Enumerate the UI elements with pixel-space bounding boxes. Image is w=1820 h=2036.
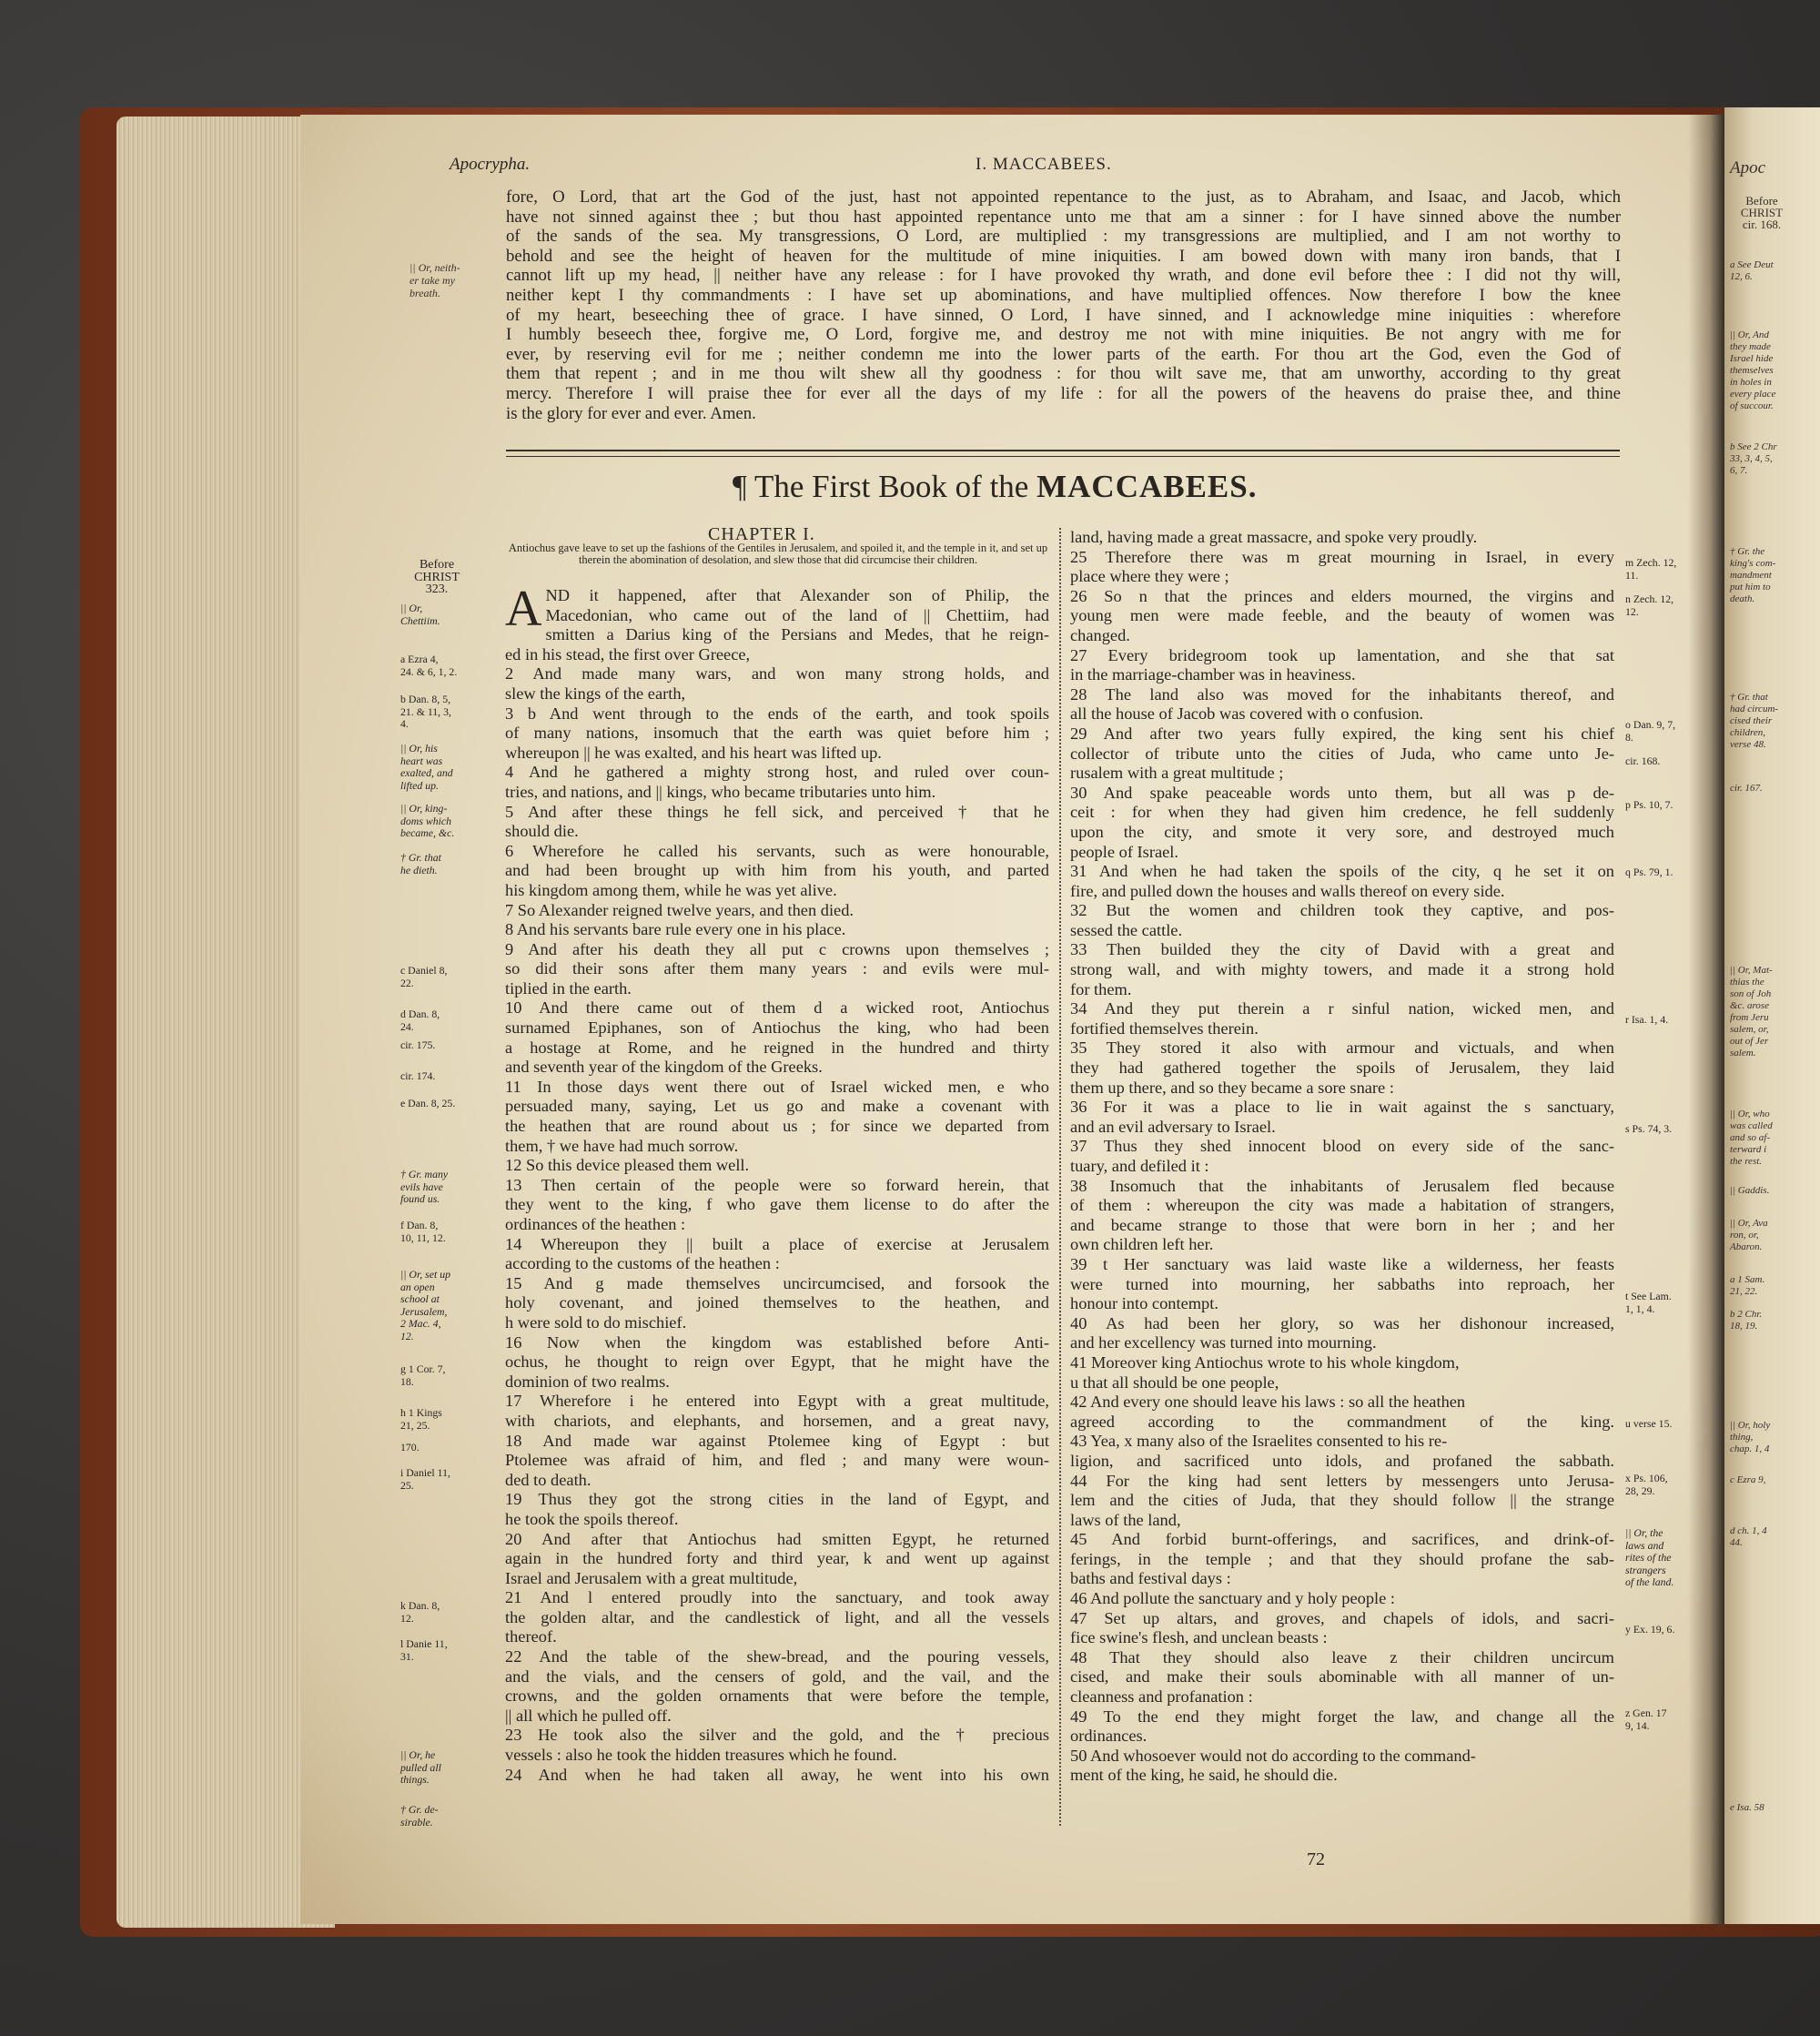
text-line: 39 t Her sanctuary was laid waste like a wilderness, her feasts <box>1070 1254 1614 1273</box>
text-line: collector of tribute unto the cities of Juda, who came unto Je- <box>1070 744 1614 763</box>
text-line: fore, O Lord, that art the God of the just, hast not appointed repentance to the just, as to Abraham, and Isaac, and Jacob, which <box>506 187 1621 207</box>
text-line: and the vials, and the censers of gold, and the vail, and the <box>505 1666 1049 1686</box>
margin-note: cir. 168. <box>1625 755 1661 767</box>
margin-note: d Dan. 8, 24. <box>400 1008 440 1033</box>
text-line: 46 And pollute the sanctuary and y holy people : <box>1070 1589 1396 1608</box>
text-line: ment of the king, he said, he should die. <box>1070 1766 1338 1785</box>
text-line: should die. <box>505 822 579 841</box>
right-page-margin-note: b 2 Chr. 18, 19. <box>1730 1309 1763 1332</box>
text-line: ferings, in the temple ; and that they should profane the sab- <box>1070 1549 1614 1568</box>
running-head-left: Apocrypha. <box>450 155 531 174</box>
running-head-title: I. MACCABEES. <box>976 155 1112 174</box>
text-line: 48 That they should also leave z their children uncircum <box>1070 1647 1614 1666</box>
pilcrow-mark: ¶ <box>733 469 747 504</box>
text-line: ceit : for when they had given him credence, he fell suddenly <box>1070 803 1614 822</box>
text-line: ligion, and sacrificed unto idols, and profaned the sabbath. <box>1070 1451 1614 1470</box>
chapter-summary: Antiochus gave leave to set up the fashions of the Gentiles in Jerusalem, and spoiled it, and the temple in it, and set up therein the abomination of desolation, and slew those that did circumcise their children. <box>508 542 1048 567</box>
text-line: them up there, and so they became a sore snare : <box>1070 1078 1394 1097</box>
text-line: 6 Wherefore he called his servants, such as were honourable, <box>505 841 1049 860</box>
text-line: ordinances of the heathen : <box>505 1215 686 1233</box>
page-number: 72 <box>1307 1849 1325 1869</box>
right-page-margin-note: || Or, And they made Israel hide themselves in holes in every place of succour. <box>1730 329 1776 411</box>
margin-note: || Or, the laws and rites of the strangers of the land. <box>1625 1526 1674 1589</box>
margin-note: cir. 174. <box>400 1069 436 1082</box>
text-line: them that repent ; and in me thou wilt shew all thy goodness : for thou wilt save me, that am unworthy, according to thy great <box>506 364 1621 384</box>
margin-note: o Dan. 9, 7, 8. <box>1625 718 1676 744</box>
text-line: the heathen that are round about us ; for since we departed from <box>505 1117 1049 1136</box>
text-line: 4 And he gathered a mighty strong host, and ruled over coun- <box>505 763 1049 782</box>
text-line: 27 Every bridegroom took up lamentation, and she that sat <box>1070 645 1614 664</box>
right-page-era: Before CHRIST cir. 168. <box>1740 194 1784 231</box>
text-line: people of Israel. <box>1070 842 1178 861</box>
right-page-running-head: Apoc <box>1730 158 1766 177</box>
text-line: 26 So n that the princes and elders mourned, the virgins and <box>1070 586 1614 605</box>
text-line: 25 Therefore there was m great mourning in Israel, in every <box>1070 547 1614 566</box>
text-line: ed in his stead, the first over Greece, <box>505 644 751 663</box>
margin-note: h 1 Kings 21, 25. <box>400 1406 442 1432</box>
text-line: strong wall, and with mighty towers, and made it a strong hold <box>1070 960 1614 979</box>
margin-note: q Ps. 79, 1. <box>1625 866 1673 878</box>
text-line: cised, and make their souls abominable with all manner of un- <box>1070 1667 1614 1687</box>
text-line: so did their sons after them many years : and evils were mul- <box>505 959 1049 978</box>
right-page-margin-note: c Ezra 9, <box>1730 1474 1766 1485</box>
right-page-margin-note: a 1 Sam. 21, 22. <box>1730 1274 1765 1297</box>
text-line: Macedonian, who came out of the land of || Chettiim, had <box>545 605 1049 624</box>
text-line: and an evil adversary to Israel. <box>1070 1117 1276 1136</box>
text-line: Israel and Jerusalem with a great multitude, <box>505 1568 798 1587</box>
margin-note: cir. 175. <box>400 1038 436 1051</box>
text-line: tiplied in the earth. <box>505 978 632 998</box>
margin-note: || Or, king- doms which became, &c. <box>400 802 455 840</box>
text-line: slew the kings of the earth, <box>505 684 686 703</box>
text-line: again in the hundred forty and third year, k and went up against <box>505 1549 1049 1568</box>
text-line: 17 Wherefore i he entered into Egypt with a great multitude, <box>505 1392 1049 1411</box>
text-line: smitten a Darius king of the Persians and Medes, that he reign- <box>545 625 1049 644</box>
text-line: 34 And they put therein a r sinful nation, wicked men, and <box>1070 999 1614 1018</box>
text-line: the golden altar, and the candlestick of light, and all the vessels <box>505 1607 1049 1626</box>
text-line: 35 They stored it also with armour and victuals, and when <box>1070 1038 1614 1058</box>
text-line: and seventh year of the kingdom of the Greeks. <box>505 1058 823 1077</box>
text-line: 9 And after his death they all put c crowns upon themselves ; <box>505 939 1049 958</box>
text-line: thereof. <box>505 1627 557 1646</box>
prayer-of-manasses-ending <box>506 187 1621 423</box>
text-line: fire, and pulled down the houses and walls thereof on every side. <box>1070 881 1505 900</box>
text-line: upon the city, and smote it very sore, and destroyed much <box>1070 822 1614 841</box>
text-line: ever, by reserving evil for me ; neither condemn me into the lower parts of the earth. For thou art the God, even the God of <box>506 344 1621 364</box>
text-line: 18 And made war against Ptolemee king of Egypt : but <box>505 1431 1049 1450</box>
text-line: with chariots, and elephants, and horsemen, and a great navy, <box>505 1411 1049 1430</box>
margin-note: t See Lam. 1, 1, 4. <box>1625 1290 1672 1315</box>
margin-note: || Or, he pulled all things. <box>400 1748 441 1787</box>
margin-note: y Ex. 19, 6. <box>1625 1623 1675 1636</box>
text-line: 29 And after two years fully expired, the king sent his chief <box>1070 724 1614 743</box>
margin-note: g 1 Cor. 7, 18. <box>400 1362 446 1388</box>
text-line: 50 And whosoever would not do according to the command- <box>1070 1746 1476 1765</box>
right-page-margin-note: cir. 167. <box>1730 783 1763 794</box>
text-line: were turned into mourning, her sabbaths into reproach, her <box>1070 1274 1614 1293</box>
text-line: according to the customs of the heathen : <box>505 1254 780 1273</box>
margin-note: r Isa. 1, 4. <box>1625 1013 1669 1026</box>
right-page-margin-note: e Isa. 58 <box>1730 1802 1764 1813</box>
margin-note: x Ps. 106, 28, 29. <box>1625 1472 1668 1497</box>
text-line: young men were made feeble, and the beauty of women was <box>1070 606 1614 625</box>
text-line: 36 For it was a place to lie in wait against the s sanctuary, <box>1070 1098 1614 1117</box>
text-line: 47 Set up altars, and groves, and chapels of idols, and sacri- <box>1070 1608 1614 1627</box>
text-line: laws of the land, <box>1070 1510 1181 1529</box>
text-line: 49 To the end they might forget the law, and change all the <box>1070 1707 1614 1726</box>
text-line: in the marriage-chamber was in heaviness. <box>1070 665 1356 684</box>
right-page-margin-note: † Gr. the king's com- mandment put him to death. <box>1730 546 1776 604</box>
margin-note: k Dan. 8, 12. <box>400 1599 440 1625</box>
right-page-margin-note: || Or, who was called and so af- terward i the rest. <box>1730 1109 1773 1167</box>
text-line: h were sold to do mischief. <box>505 1312 687 1332</box>
text-line: all the house of Jacob was covered with o confusion. <box>1070 704 1424 724</box>
text-line: 2 And made many wars, and won many strong holds, and <box>505 664 1049 684</box>
margin-note: z Gen. 17 9, 14. <box>1625 1707 1667 1732</box>
text-line: changed. <box>1070 625 1130 644</box>
text-line: whereupon || he was exalted, and his heart was lifted up. <box>505 743 882 762</box>
text-line: fice swine's flesh, and unclean beasts : <box>1070 1628 1328 1647</box>
text-line: holy covenant, and joined themselves to the heathen, and <box>505 1293 1049 1312</box>
text-line: for them. <box>1070 979 1132 998</box>
text-line: neither kept I thy commandments : I have set up abominations, and have multiplied offences. Now therefore I bow the knee <box>506 285 1621 305</box>
margin-note-prayer: || Or, neith- er take my breath. <box>410 261 460 299</box>
text-line: 22 And the table of the shew-bread, and the pouring vessels, <box>505 1647 1049 1666</box>
text-line: 37 Thus they shed innocent blood on every side of the sanc- <box>1070 1137 1614 1156</box>
margin-note: n Zech. 12, 12. <box>1625 593 1674 618</box>
chapter-heading: CHAPTER I. <box>708 524 815 544</box>
text-line: u that all should be one people, <box>1070 1373 1279 1392</box>
margin-note: † Gr. that he dieth. <box>400 851 441 876</box>
text-line: 44 For the king had sent letters by messengers unto Jerusa- <box>1070 1471 1614 1490</box>
text-line: cleanness and profanation : <box>1070 1687 1253 1707</box>
drop-cap: A <box>505 581 542 637</box>
text-line: || all which he pulled off. <box>505 1706 672 1725</box>
text-line: own children left her. <box>1070 1235 1214 1254</box>
text-line: 3 b And went through to the ends of the earth, and took spoils <box>505 704 1049 723</box>
text-line: tries, and nations, and || kings, who became tributaries unto him. <box>505 782 936 801</box>
text-line: surnamed Epiphanes, son of Antiochus the king, who had been <box>505 1018 1049 1038</box>
text-line: is the glory for ever and ever. Amen. <box>506 403 756 423</box>
book-title <box>733 469 1258 505</box>
text-line: 12 So this device pleased them well. <box>505 1156 750 1175</box>
text-line: ordinances. <box>1070 1727 1148 1746</box>
text-line: his kingdom among them, while he was yet alive. <box>505 880 837 899</box>
text-line: they went to the king, f who gave them license to do after the <box>505 1195 1049 1214</box>
margin-note: s Ps. 74, 3. <box>1625 1122 1673 1135</box>
margin-note: i Daniel 11, 25. <box>400 1466 450 1492</box>
text-line: 16 Now when the kingdom was established before Anti- <box>505 1332 1049 1352</box>
text-line: ND it happened, after that Alexander son of Philip, the <box>545 586 1049 604</box>
margin-note: c Daniel 8, 22. <box>400 964 448 989</box>
right-page-margin-note: || Gaddis. <box>1730 1185 1770 1196</box>
text-line: 21 And l entered proudly into the sanctuary, and took away <box>505 1588 1049 1607</box>
margin-note: l Danie 11, 31. <box>400 1637 448 1663</box>
text-line: baths and festival days : <box>1070 1569 1231 1588</box>
right-page-margin-note: || Or, Mat- thias the son of Joh &c. arose from Jeru salem, or, out of Jer salem. <box>1730 965 1773 1059</box>
text-line: have not sinned against thee ; but thou hast appointed repentance unto me that am a sinner : for I have sinned above the number <box>506 207 1621 227</box>
margin-note: || Or, his heart was exalted, and lifted up. <box>400 742 453 792</box>
text-line: vessels : also he took the hidden treasures which he found. <box>505 1746 897 1765</box>
text-line: honour into contempt. <box>1070 1294 1218 1313</box>
text-line: they had gathered together the spoils of Jerusalem, they laid <box>1070 1059 1614 1078</box>
text-line: ochus, he thought to reign over Egypt, that he might have the <box>505 1352 1049 1372</box>
text-line: crowns, and the golden ornaments that were before the temple, <box>505 1687 1049 1706</box>
right-page-margin-note: || Or, holy thing, chap. 1, 4 <box>1730 1420 1771 1454</box>
section-rule-top <box>506 450 1620 451</box>
text-line: 20 And after that Antiochus had smitten Egypt, he returned <box>505 1529 1049 1548</box>
text-line: them, † we have had much sorrow. <box>505 1136 739 1155</box>
right-page-margin-note: || Or, Ava ron, or, Abaron. <box>1730 1218 1768 1252</box>
text-line: 19 Thus they got the strong cities in the land of Egypt, and <box>505 1490 1049 1509</box>
text-line: a hostage at Rome, and he reigned in the hundred and thirty <box>505 1038 1049 1057</box>
text-line: of the sands of the sea. My transgressions, O Lord, are multiplied : my transgressions are multiplied, and I am not worthy to <box>506 227 1621 247</box>
text-line: mercy. Therefore I will praise thee for ever all the days of my life : for all the powers of the heavens do praise thee, and thine <box>506 383 1621 403</box>
book-title-prefix: The First Book of the <box>753 469 1029 504</box>
right-page-margin-note: † Gr. that had circum- cised their children, verse 48. <box>1730 692 1779 750</box>
left-column <box>505 581 1049 1785</box>
margin-note: || Or, Chettiim. <box>400 602 440 627</box>
margin-note: b Dan. 8, 5, 21. & 11, 3, 4. <box>400 693 451 731</box>
margin-note: e Dan. 8, 25. <box>400 1097 456 1109</box>
text-line: 33 Then builded they the city of David with a great and <box>1070 940 1614 959</box>
margin-note: † Gr. many evils have found us. <box>400 1168 449 1206</box>
text-line: 32 But the women and children took they captive, and pos- <box>1070 901 1614 920</box>
text-line: ded to death. <box>505 1470 592 1489</box>
text-line: land, having made a great massacre, and spoke very proudly. <box>1070 528 1478 546</box>
text-line: 45 And forbid burnt-offerings, and sacrifices, and drink-of- <box>1070 1530 1614 1549</box>
right-page-edge <box>1724 107 1820 1924</box>
text-line: 14 Whereupon they || built a place of exercise at Jerusalem <box>505 1234 1049 1253</box>
text-line: 41 Moreover king Antiochus wrote to his whole kingdom, <box>1070 1352 1460 1372</box>
right-page-margin-note: b See 2 Chr 33, 3, 4, 5, 6, 7. <box>1730 441 1777 476</box>
text-line: tuary, and defiled it : <box>1070 1157 1209 1175</box>
text-line: and had been brought up with him from his youth, and parted <box>505 861 1049 880</box>
text-line: of many nations, insomuch that the earth was quiet before him ; <box>505 724 1049 743</box>
text-line: 5 And after these things he fell sick, and perceived † that he <box>505 802 1049 821</box>
text-line: cannot lift up my head, || neither have any release : for I have provoked thy wrath, and done evil before thee : I did not thy will, <box>506 266 1621 286</box>
text-line: 30 And spake peaceable words unto them, but all was p de- <box>1070 783 1614 802</box>
right-column <box>1070 528 1614 1786</box>
section-rule-bottom <box>506 456 1620 457</box>
text-line: of them : whereupon the city was made a habitation of strangers, <box>1070 1196 1614 1215</box>
margin-note: † Gr. de- sirable. <box>400 1803 439 1828</box>
text-line: place where they were ; <box>1070 567 1229 586</box>
text-line: 7 So Alexander reigned twelve years, and then died. <box>505 900 854 919</box>
text-line: 31 And when he had taken the spoils of the city, q he set it on <box>1070 862 1614 881</box>
text-line: I humbly beseech thee, forgive me, O Lord, forgive me, and destroy me not with mine iniquities. Be not angry with me for <box>506 325 1621 345</box>
margin-note: a Ezra 4, 24. & 6, 1, 2. <box>400 653 458 678</box>
book-title-name: MACCABEES. <box>1036 469 1258 504</box>
column-divider <box>1059 528 1061 1826</box>
text-line: lem and the cities of Juda, that they should follow || the strange <box>1070 1491 1614 1510</box>
text-line: 38 Insomuch that the inhabitants of Jerusalem fled because <box>1070 1176 1614 1195</box>
text-line: he took the spoils thereof. <box>505 1509 679 1528</box>
text-line: 15 And g made themselves uncircumcised, and forsook the <box>505 1273 1049 1292</box>
text-line: rusalem with a great multitude ; <box>1070 764 1284 783</box>
text-line: 23 He took also the silver and the gold, and the † precious <box>505 1726 1049 1745</box>
text-line: 10 And there came out of them d a wicked root, Antiochus <box>505 998 1049 1018</box>
text-line: and became strange to those that were born in her ; and her <box>1070 1215 1614 1234</box>
text-line: 43 Yea, x many also of the Israelites consented to his re- <box>1070 1432 1448 1451</box>
text-line: dominion of two realms. <box>505 1372 670 1391</box>
text-line: behold and see the height of heaven for the multitude of mine iniquities. I am bowed down with many iron bands, that I <box>506 246 1621 266</box>
text-line: agreed according to the commandment of the king. <box>1070 1412 1614 1431</box>
text-line: Ptolemee was afraid of him, and fled ; and many were woun- <box>505 1451 1049 1470</box>
text-line: 11 In those days went there out of Israel wicked men, e who <box>505 1077 1049 1096</box>
margin-note: Before CHRIST 323. <box>414 558 460 597</box>
text-line: 8 And his servants bare rule every one in his place. <box>505 920 846 939</box>
margin-note: p Ps. 10, 7. <box>1625 798 1673 811</box>
text-line: of my heart, beseeching thee of grace. I have sinned, O Lord, I have sinned, and I acknowledge mine iniquities : wherefore <box>506 305 1621 325</box>
margin-note: m Zech. 12, 11. <box>1625 556 1677 582</box>
book-gutter <box>1688 115 1724 1924</box>
text-line: 28 The land also was moved for the inhabitants thereof, and <box>1070 684 1614 704</box>
margin-note: f Dan. 8, 10, 11, 12. <box>400 1219 446 1244</box>
text-line: persuaded many, saying, Let us go and make a covenant with <box>505 1097 1049 1116</box>
margin-note: || Or, set up an open school at Jerusalem, 2 Mac. 4, 12. <box>400 1268 450 1342</box>
margin-note: 170. <box>400 1441 420 1454</box>
text-line: 24 And when he had taken all away, he went into his own <box>505 1765 1049 1784</box>
text-line: fortified themselves therein. <box>1070 1018 1259 1038</box>
text-line: 13 Then certain of the people were so forward herein, that <box>505 1175 1049 1194</box>
right-page-margin-note: d ch. 1, 4 44. <box>1730 1525 1767 1548</box>
right-page-margin-note: a See Deut 12, 6. <box>1730 259 1774 282</box>
text-line: and her excellency was turned into mourning. <box>1070 1333 1377 1352</box>
margin-note: u verse 15. <box>1625 1417 1673 1430</box>
text-line: sessed the cattle. <box>1070 920 1183 939</box>
text-line: 40 As had been her glory, so was her dishonour increased, <box>1070 1313 1614 1332</box>
text-line: 42 And every one should leave his laws : so all the heathen <box>1070 1393 1466 1412</box>
